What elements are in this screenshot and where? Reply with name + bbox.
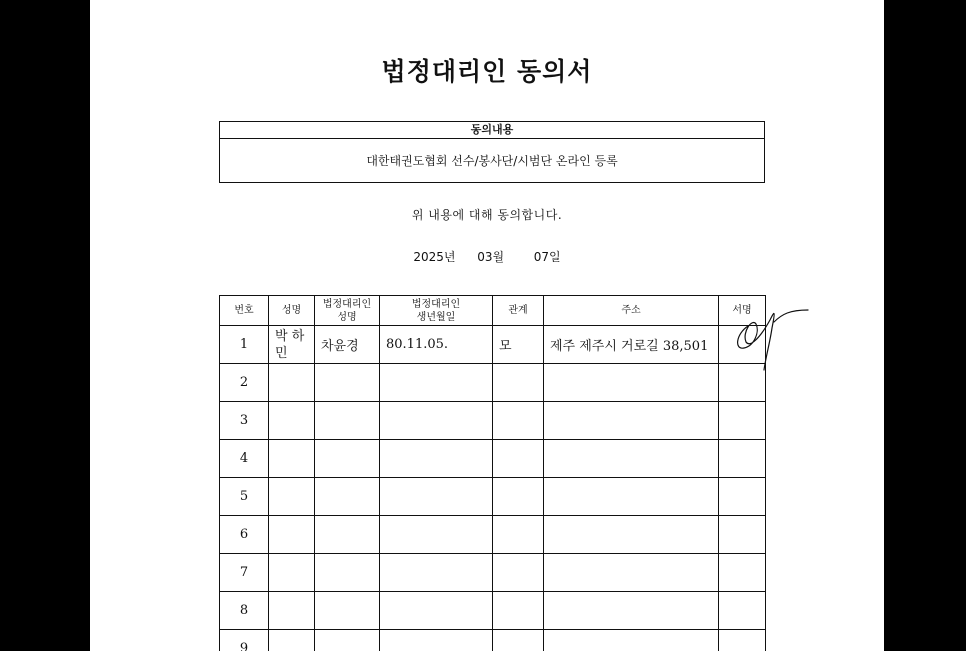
consent-content-box — [219, 121, 765, 183]
row-guardian-birth — [380, 364, 493, 402]
handwritten-signature — [730, 298, 810, 378]
row-guardian-birth — [380, 630, 493, 651]
row-relation — [493, 630, 544, 651]
row-no: 9 — [220, 630, 269, 651]
row-guardian-birth: 80.11.05. — [380, 326, 493, 364]
row-name — [269, 554, 315, 592]
row-relation — [493, 554, 544, 592]
table-row — [220, 554, 766, 592]
header-guardian-name: 법정대리인 성명 — [315, 296, 380, 326]
row-guardian-name — [315, 516, 380, 554]
header-relation: 관계 — [493, 296, 544, 326]
consent-content-body: 대한태권도협회 선수/봉사단/시범단 온라인 등록 — [366, 154, 618, 168]
row-sign — [719, 440, 766, 478]
row-guardian-name: 차윤경 — [315, 326, 380, 364]
row-name — [269, 630, 315, 651]
table-row — [220, 592, 766, 630]
row-name: 박 하 민 — [269, 326, 315, 364]
row-relation — [493, 592, 544, 630]
header-address: 주소 — [544, 296, 719, 326]
row-no: 8 — [220, 592, 269, 630]
row-no: 4 — [220, 440, 269, 478]
row-relation — [493, 478, 544, 516]
row-address — [544, 554, 719, 592]
row-sign — [719, 592, 766, 630]
row-name — [269, 364, 315, 402]
row-name — [269, 592, 315, 630]
row-sign — [719, 630, 766, 651]
row-no: 3 — [220, 402, 269, 440]
row-name — [269, 516, 315, 554]
row-sign — [719, 402, 766, 440]
header-sign: 서명 — [719, 296, 766, 326]
row-address — [544, 516, 719, 554]
row-guardian-birth — [380, 554, 493, 592]
row-relation — [493, 402, 544, 440]
row-sign — [719, 516, 766, 554]
header-guardian-birth: 법정대리인 생년월일 — [380, 296, 493, 326]
row-address: 제주 제주시 거로길 38,501 — [544, 326, 719, 364]
row-address — [544, 592, 719, 630]
document-title: 법정대리인 동의서 — [381, 57, 593, 86]
table-header-row — [220, 296, 766, 326]
table-row — [220, 440, 766, 478]
row-guardian-birth — [380, 402, 493, 440]
row-address — [544, 402, 719, 440]
row-guardian-birth — [380, 592, 493, 630]
header-no: 번호 — [220, 296, 269, 326]
row-name — [269, 478, 315, 516]
consent-content-header: 동의내용 — [220, 122, 764, 139]
row-address — [544, 478, 719, 516]
row-address — [544, 364, 719, 402]
table-row — [220, 516, 766, 554]
row-guardian-birth — [380, 478, 493, 516]
row-sign — [719, 478, 766, 516]
row-guardian-name — [315, 592, 380, 630]
row-no: 1 — [220, 326, 269, 364]
table-row — [220, 630, 766, 651]
row-guardian-birth — [380, 516, 493, 554]
row-guardian-name — [315, 440, 380, 478]
row-relation — [493, 440, 544, 478]
row-no: 6 — [220, 516, 269, 554]
agreement-statement: 위 내용에 대해 동의합니다. — [411, 208, 563, 222]
row-guardian-name — [315, 554, 380, 592]
row-name — [269, 440, 315, 478]
row-guardian-name — [315, 630, 380, 651]
row-relation: 모 — [493, 326, 544, 364]
table-row — [220, 326, 766, 364]
date-month: 03월 — [477, 250, 505, 264]
row-relation — [493, 364, 544, 402]
header-name: 성명 — [269, 296, 315, 326]
date-year: 2025년 — [413, 250, 456, 264]
consent-date — [90, 248, 884, 265]
row-name — [269, 402, 315, 440]
row-guardian-name — [315, 402, 380, 440]
row-guardian-name — [315, 364, 380, 402]
row-address — [544, 440, 719, 478]
row-guardian-birth — [380, 440, 493, 478]
table-row — [220, 402, 766, 440]
date-day: 07일 — [533, 250, 561, 264]
table-row — [220, 364, 766, 402]
row-no: 2 — [220, 364, 269, 402]
table-row — [220, 478, 766, 516]
row-no: 5 — [220, 478, 269, 516]
row-sign — [719, 554, 766, 592]
row-guardian-name — [315, 478, 380, 516]
row-relation — [493, 516, 544, 554]
row-no: 7 — [220, 554, 269, 592]
guardian-table — [219, 295, 766, 651]
row-address — [544, 630, 719, 651]
document-page — [90, 0, 884, 651]
